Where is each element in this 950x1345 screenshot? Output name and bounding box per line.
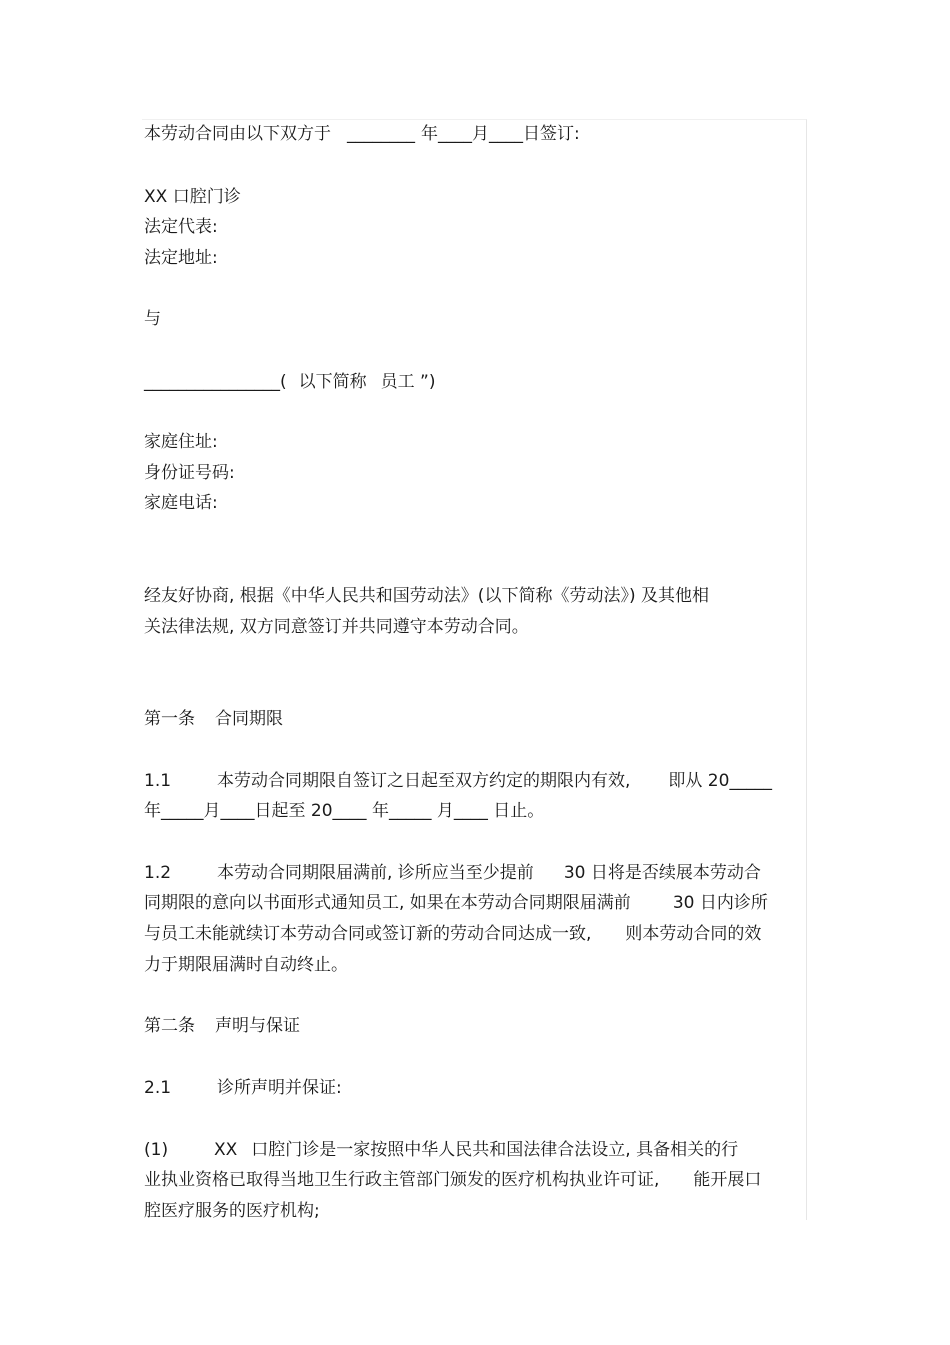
clause-1-1-number: 1.1 bbox=[144, 771, 172, 791]
article-1-title: 合同期限 bbox=[215, 709, 283, 729]
clause-2-1 bbox=[144, 1076, 342, 1100]
item-1-line-3: 腔医疗服务的医疗机构; bbox=[144, 1201, 320, 1221]
clause-1-2-line-1 bbox=[144, 861, 761, 885]
clause-1-1-line-2: 年_____月____日起至 20____ 年_____ 月____ 日止。 bbox=[144, 801, 545, 821]
party-a-name: XX 口腔门诊 bbox=[144, 187, 241, 207]
blank-month: ____ bbox=[438, 124, 472, 144]
clause-1-2-line-4: 力于期限届满时自动终止。 bbox=[144, 955, 348, 975]
party-b-id-number: 身份证号码: bbox=[144, 463, 235, 483]
intro-prefix: 本劳动合同由以下双方于 bbox=[144, 124, 331, 144]
clause-2-1-text: 诊所声明并保证: bbox=[217, 1078, 342, 1098]
clause-1-1-text-a: 本劳动合同期限自签订之日起至双方约定的期限内有效, bbox=[217, 771, 631, 791]
clause-1-2-text-c: 同期限的意向以书面形式通知员工, 如果在本劳动合同期限届满前 bbox=[144, 893, 631, 913]
party-b-home-address: 家庭住址: bbox=[144, 432, 218, 452]
party-a-legal-address: 法定地址: bbox=[144, 248, 218, 268]
intro-suffix: 日签订: bbox=[523, 124, 580, 144]
clause-1-2-line-3 bbox=[144, 922, 761, 946]
document-page bbox=[142, 119, 807, 1220]
clause-2-1-number: 2.1 bbox=[144, 1078, 172, 1098]
conjunction: 与 bbox=[144, 309, 161, 329]
clause-1-2-number: 1.2 bbox=[144, 863, 172, 883]
item-1-text-d: 能开展口 bbox=[693, 1170, 762, 1190]
party-b-home-phone: 家庭电话: bbox=[144, 493, 218, 513]
item-1-text-c: 业执业资格已取得当地卫生行政主管部门颁发的医疗机构执业许可证, bbox=[144, 1170, 660, 1190]
party-a-legal-rep: 法定代表: bbox=[144, 217, 218, 237]
intro-month: 月 bbox=[472, 124, 489, 144]
clause-1-1-text-b: 即从 20_____ bbox=[668, 771, 772, 791]
preamble-line-2: 关法律法规, 双方同意签订并共同遵守本劳动合同。 bbox=[144, 617, 529, 637]
item-1-text-a: XX bbox=[214, 1140, 238, 1160]
clause-1-1-line-1 bbox=[144, 769, 772, 793]
clause-1-2-text-f: 则本劳动合同的效 bbox=[625, 924, 762, 944]
clause-1-2-text-b: 30 日将是否续展本劳动合 bbox=[563, 863, 761, 883]
article-1-heading bbox=[144, 707, 283, 731]
clause-1-2-text-e: 与员工未能就续订本劳动合同或签订新的劳动合同达成一致, bbox=[144, 924, 592, 944]
article-2-title: 声明与保证 bbox=[215, 1016, 300, 1036]
item-1-line-1 bbox=[144, 1138, 738, 1162]
clause-1-2-text-a: 本劳动合同期限届满前, 诊所应当至少提前 bbox=[217, 863, 534, 883]
intro-year: 年 bbox=[421, 124, 438, 144]
article-2-heading bbox=[144, 1014, 300, 1038]
article-2-number: 第二条 bbox=[144, 1016, 195, 1036]
article-1-number: 第一条 bbox=[144, 709, 195, 729]
blank-year: ________ bbox=[347, 124, 415, 144]
party-b-abbrev-label: 以下简称 bbox=[298, 372, 367, 392]
intro-line bbox=[144, 122, 580, 146]
party-b-line bbox=[144, 370, 435, 394]
blank-day: ____ bbox=[489, 124, 523, 144]
preamble-line-1: 经友好协商, 根据《中华人民共和国劳动法》(以下简称《劳动法》) 及其他相 bbox=[144, 586, 709, 606]
clause-1-2-text-d: 30 日内诊所 bbox=[672, 893, 768, 913]
party-b-blank: ________________( bbox=[144, 372, 287, 392]
item-1-line-2 bbox=[144, 1168, 761, 1192]
clause-1-2-line-2 bbox=[144, 891, 768, 915]
item-1-text-b: 口腔门诊是一家按照中华人民共和国法律合法设立, 具备相关的行 bbox=[251, 1140, 739, 1160]
item-1-number: (1) bbox=[144, 1140, 169, 1160]
party-b-abbrev: 员工 ”) bbox=[380, 372, 436, 392]
